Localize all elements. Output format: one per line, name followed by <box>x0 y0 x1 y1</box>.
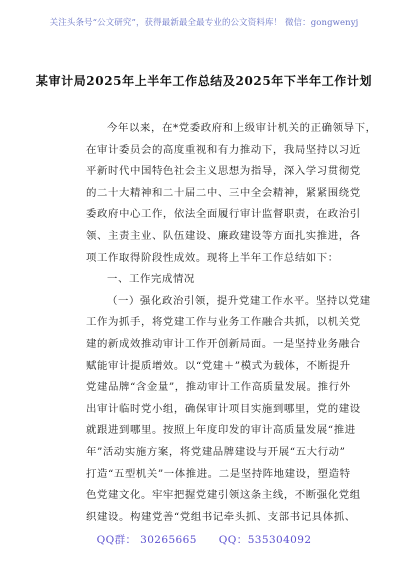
body-line: 织建设。构建党善“党组书记牵头抓、支部书记具体抓、 <box>86 510 356 523</box>
body-line: （一）强化政治引领，提升党建工作水平。坚持以党建 <box>107 294 371 307</box>
body-line: 年”活动实施方案，将党建品牌建设与开展“五大行动” <box>86 445 346 458</box>
body-line: 项工作取得阶段性成效。现将上半年工作总结如下： <box>86 251 339 264</box>
header-promo: 关注头条号“公文研究”，获得最新最全最专业的公文资料库！ 微信：gongwenyj <box>49 18 359 28</box>
body-line: 平新时代中国特色社会主义思想为指导，深入学习贯彻党 <box>86 165 361 178</box>
body-line: 打造“五型机关”一体推进。二是坚持阵地建设，塑造特 <box>86 467 351 480</box>
body-line: 今年以来，在*党委政府和上级审计机关的正确领导下， <box>107 122 377 134</box>
body-line: 工作为抓手，将党建工作与业务工作融合共抓，以机关党 <box>86 316 361 329</box>
body-line: 就跟进到哪里。按照上年度印发的审计高质量发展“推进 <box>86 424 356 437</box>
body-line: 建的新成效推动审计工作开创新局面。一是坚持业务融合 <box>86 337 361 350</box>
qq-number: QQ：535304092 <box>218 534 312 546</box>
section-heading: 一、工作完成情况 <box>107 273 195 286</box>
body-line: 在审计委员会的高度重视和有力推动下，我局坚持以习近 <box>86 143 361 156</box>
qq-group-number: QQ群： 30265665 <box>96 534 197 546</box>
document-body <box>86 118 377 528</box>
body-line: 党建品牌“含金量”，推动审计工作高质量发展。推行外 <box>86 381 351 394</box>
body-line: 出审计临时党小组，确保审计项目实施到哪里，党的建设 <box>86 402 361 415</box>
body-line: 色党建文化。牢牢把握党建引领这条主线，不断强化党组 <box>86 489 361 502</box>
body-line: 委政府中心工作，依法全面履行审计监督职责，在政治引 <box>86 208 361 221</box>
body-line: 的二十大精神和二十届二中、三中全会精神，紧紧围绕党 <box>86 186 361 199</box>
document-title: 某审计局2025年上半年工作总结及2025年下半年工作计划 <box>35 74 373 88</box>
footer-contact <box>0 532 408 547</box>
body-line: 领、主责主业、队伍建设、廉政建设等方面扎实推进，各 <box>86 229 361 242</box>
body-line: 赋能审计提质增效。以“党建＋”模式为载体，不断提升 <box>86 359 351 372</box>
